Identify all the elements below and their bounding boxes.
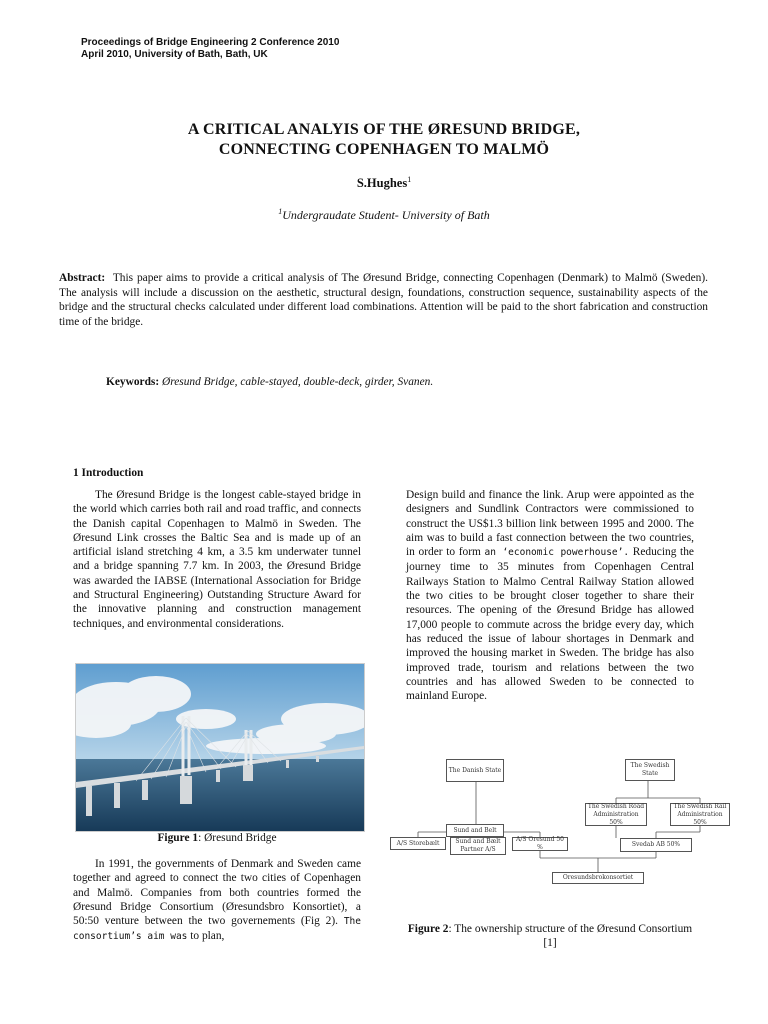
paper-title	[0, 120, 768, 160]
figure-1-caption	[73, 832, 361, 844]
conference-name: Proceedings of Bridge Engineering 2 Conference 2010	[81, 37, 340, 48]
intro-paragraph-2-quote: an ‘economic powerhouse’.	[484, 547, 630, 559]
affiliation-text: Undergraudate Student- University of Bath	[282, 208, 490, 222]
intro-paragraph-3-body	[73, 857, 361, 945]
keywords-label: Keywords:	[106, 376, 160, 388]
figure-2-label: Figure 2	[407, 923, 449, 935]
figure-1-label: Figure 1	[157, 832, 199, 844]
author	[0, 175, 768, 191]
box-sund-belt: Sund and Belt	[446, 824, 504, 837]
intro-paragraph-3-text-c: to plan,	[187, 930, 225, 943]
intro-paragraph-2-body	[406, 488, 694, 703]
figure-1-caption-text: : Øresund Bridge	[198, 832, 277, 844]
conference-date: April 2010, University of Bath, Bath, UK	[81, 49, 268, 60]
figure-2-ownership-diagram	[388, 748, 738, 898]
abstract-label: Abstract:	[59, 272, 106, 284]
author-name: S.Hughes	[356, 176, 408, 191]
author-sup: 1	[407, 175, 412, 184]
affiliation	[0, 207, 768, 223]
section-heading-introduction: 1 Introduction	[73, 467, 144, 479]
box-storebaelt: A/S Storebælt	[390, 837, 446, 850]
box-sund-belt-partner: Sund and Bælt Partner A/S	[450, 837, 506, 855]
bridge-photo	[76, 664, 364, 831]
title-line-1: A CRITICAL ANALYIS OF THE ØRESUND BRIDGE,	[187, 121, 581, 138]
abstract	[59, 271, 708, 329]
intro-paragraph-3	[73, 857, 361, 945]
figure-1-image	[75, 663, 365, 832]
intro-paragraph-1-text: The Øresund Bridge is the longest cable-stayed bridge in the world which carries both rail and road traffic, and connects the Danish capital Copenhagen to Malmö in Sweden. The Øresund Link crosses the Baltic Sea and is made up of an artificial island stretching 4 km, a 3.5 km underwater tunnel and a bridge spanning 7.7 km. In 2003, the Øresund Bridge was awarded the IABSE (International Association for Bridge and Structural Engineering) Outstanding Structure Award for the innovative planning and construction management techniques, and environmental considerations.	[73, 489, 361, 630]
box-oresund-50: A/S Oresund 50 %	[512, 837, 568, 851]
intro-paragraph-3-text-b: The consortium’s aim was	[73, 916, 361, 943]
box-danish-state: The Danish State	[446, 759, 504, 782]
box-svedab: Svedab AB 50%	[620, 838, 692, 852]
intro-paragraph-2	[406, 488, 694, 703]
affiliation-sup: 1	[278, 207, 283, 216]
keywords	[106, 376, 433, 388]
figure-2-caption	[406, 922, 694, 950]
conference-header	[81, 37, 339, 61]
keywords-text: Øresund Bridge, cable-stayed, double-deck, girder, Svanen.	[162, 376, 434, 388]
box-swedish-state: The Swedish State	[625, 759, 675, 781]
intro-paragraph-1	[73, 488, 361, 631]
box-swedish-road: The Swedish Road Administration 50%	[585, 803, 647, 826]
box-swedish-rail: The Swedish Rail Administration 50%	[670, 803, 730, 826]
figure-2-caption-text: : The ownership structure of the Øresund Consortium [1]	[448, 923, 693, 949]
box-oresundsbrokonsortiet: Oresundsbrokonsortiet	[552, 872, 644, 884]
abstract-text: This paper aims to provide a critical analysis of The Øresund Bridge, connecting Copenhagen (Denmark) to Malmö (Sweden). The analysis will include a discussion on the aesthetic, structural design, foundations, construction sequence, sustainability aspects of the bridge and the structural checks calculated under different load combinations. Attention will be paid to the short fabrication and construction time of the bridge.	[59, 272, 708, 328]
title-line-2: CONNECTING COPENHAGEN TO MALMÖ	[218, 141, 550, 158]
intro-paragraph-2-text-c: Reducing the journey time to 35 minutes from Copenhagen Central Railways Station to Malmo Central Railway Station allowed the two cities to be brought closer together to share their resources. The opening of the Øresund Bridge has allowed 17,000 people to commute across the bridge every day, which has reduced the issue of labour shortages in Denmark and improved the housing market in Sweden. The bridge has also improved trade, tourism and relations between the two countries and has allowed Sweden to be connected to mainland Europe.	[406, 546, 694, 703]
intro-paragraph-2-text-a: Design build and finance the link. Arup were appointed as the designers and Sundlink Contractors were commissioned to construct the US$1.3 billion link between 1995 and 2000. The aim was to build a fast connection between the two countries, in order to form	[406, 489, 694, 559]
intro-paragraph-3-text-a: In 1991, the governments of Denmark and Sweden came together and agreed to connect the two cities of Copenhagen and Malmö. Companies from both countries formed the Øresund Bridge Consortium (Øresundsbro Konsortiet), a 50:50 venture between the two governements (Fig 2).	[73, 858, 361, 928]
